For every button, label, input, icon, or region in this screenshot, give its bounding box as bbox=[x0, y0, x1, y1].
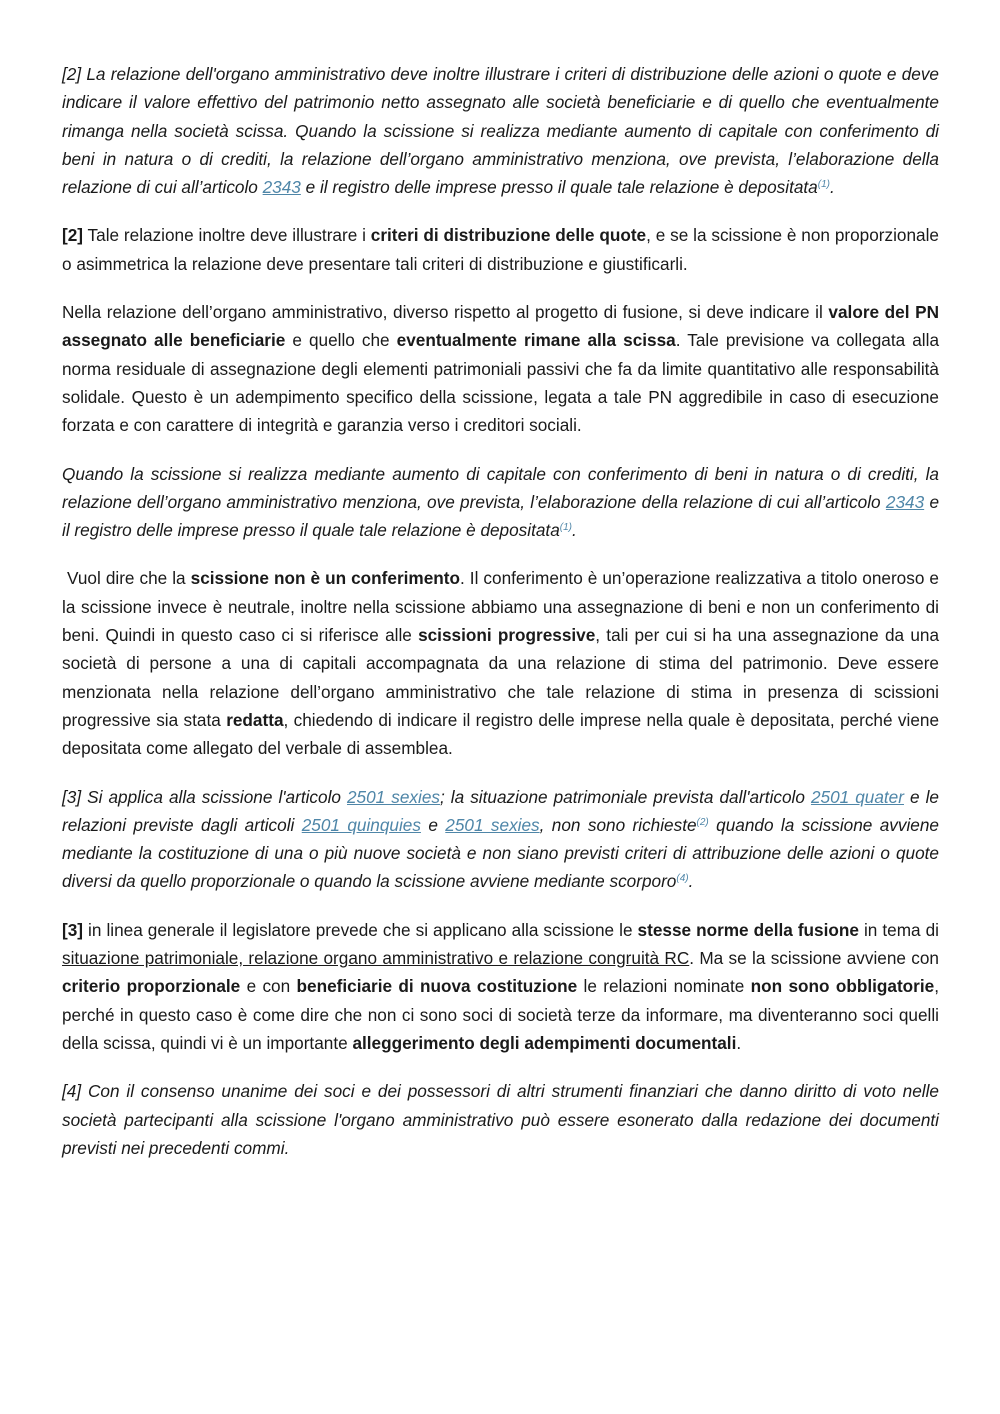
article-comma-2-text: [2] La relazione dell'organo amministrativo deve inoltre illustrare i criteri di distribuzione delle azioni o quote e deve indicare il valore effettivo del patrimonio netto assegnato alle società beneficiarie e di quello che eventualmente rimanga nella società scissa. Quando la scissione si realizza mediante aumento di capitale con conferimento di beni in natura o di crediti, la relazione dell’organo amministrativo menziona, ove prevista, l’elaborazione della relazione di cui all’articolo 2343 e il registro delle imprese presso il quale tale relazione è depositata$^{(1)}$. bbox=[62, 64, 939, 198]
comment-comma-2-criteria: [2] Tale relazione inoltre deve illustrare i criteri di distribuzione delle quote, e se la scissione è non proporzionale o asimmetrica la relazione deve presentare tali criteri di distribuzione e giustificarli. bbox=[62, 225, 939, 274]
article-link-2343[interactable]: 2343 bbox=[885, 491, 925, 512]
article-link-2501-sexies[interactable]: 2501 sexies bbox=[445, 814, 540, 835]
article-comma-4-text: [4] Con il consenso unanime dei soci e dei possessori di altri strumenti finanziari che danno diritto di voto nelle società partecipanti alla scissione l'organo amministrativo può essere esonerato dalla redazione dei documenti previsti nei precedenti commi. bbox=[62, 1081, 939, 1158]
footnote-ref-1[interactable]: (1) bbox=[559, 522, 572, 534]
footnote-ref-1[interactable]: (1) bbox=[817, 179, 830, 191]
article-link-2343[interactable]: 2343 bbox=[262, 177, 301, 198]
article-link-2501-quater[interactable]: 2501 quater bbox=[810, 786, 904, 807]
footnote-ref-4[interactable]: (4) bbox=[676, 873, 689, 885]
comment-not-a-contribution: Vuol dire che la scissione non è un conferimento. Il conferimento è un’operazione realizzativa a titolo oneroso e la scissione invece è neutrale, inoltre nella scissione abbiamo una assegnazione di beni e non un conferimento di beni. Quindi in questo caso ci si riferisce alle scissioni progressive, tali per cui si ha una assegnazione da una società di persone a una di capitali accompagnata da una relazione di stima del patrimonio. Deve essere menzionata nella relazione dell’organo amministrativo che tale relazione di stima in presenza di scissioni progressive sia stata redatta, chiedendo di indicare il registro delle imprese nella quale è depositata, perché viene depositata come allegato del verbale di assemblea. bbox=[62, 568, 940, 759]
article-comma-3-text: [3] Si applica alla scissione l'articolo 2501 sexies; la situazione patrimoniale prevista dall'articolo 2501 quater e le relazioni previste dagli articoli 2501 quinquies e 2501 sexies, non sono richieste$^{(2)}$ quando la scissione avviene mediante la costituzione di una o più nuove società e non siano previsti criteri di attribuzione delle azioni o quote diversi da quello proporzionale o quando la scissione avviene mediante scorporo$^{(4)}$. bbox=[62, 786, 939, 892]
article-quote-capital-increase: Quando la scissione si realizza mediante aumento di capitale con conferimento di beni in natura o di crediti, la relazione dell’organo amministrativo menziona, ove prevista, l’elaborazione della relazione di cui all’articolo 2343 e il registro delle imprese presso il quale tale relazione è depositata$^{(1)}$. bbox=[62, 463, 939, 541]
article-link-2501-quinquies[interactable]: 2501 quinquies bbox=[301, 814, 421, 835]
footnote-ref-2[interactable]: (2) bbox=[696, 816, 709, 828]
document-page bbox=[62, 58, 939, 1182]
article-link-2501-sexies[interactable]: 2501 sexies bbox=[347, 786, 440, 807]
comment-comma-3-same-rules: [3] in linea generale il legislatore prevede che si applicano alla scissione le stesse norme della fusione in tema di situazione patrimoniale, relazione organo amministrativo e relazione congruità RC. Ma se la scissione avviene con criterio proporzionale e con beneficiarie di nuova costituzione le relazioni nominate non sono obbligatorie, perché in questo caso è come dire che non ci sono soci di società terze da informare, ma diventeranno soci quelli della scissa, quindi vi è un importante alleggerimento degli adempimenti documentali. bbox=[62, 919, 939, 1053]
comment-pn-assignment: Nella relazione dell’organo amministrativo, diverso rispetto al progetto di fusione, si deve indicare il valore del PN assegnato alle beneficiarie e quello che eventualmente rimane alla scissa. Tale previsione va collegata alla norma residuale di assegnazione degli elementi patrimoniali passivi che fa da limite quantitativo alle responsabilità solidale. Questo è un adempimento specifico della scissione, legata a tale PN aggredibile in caso di esecuzione forzata e con carattere di integrità e garanzia verso i creditori sociali. bbox=[62, 302, 940, 436]
